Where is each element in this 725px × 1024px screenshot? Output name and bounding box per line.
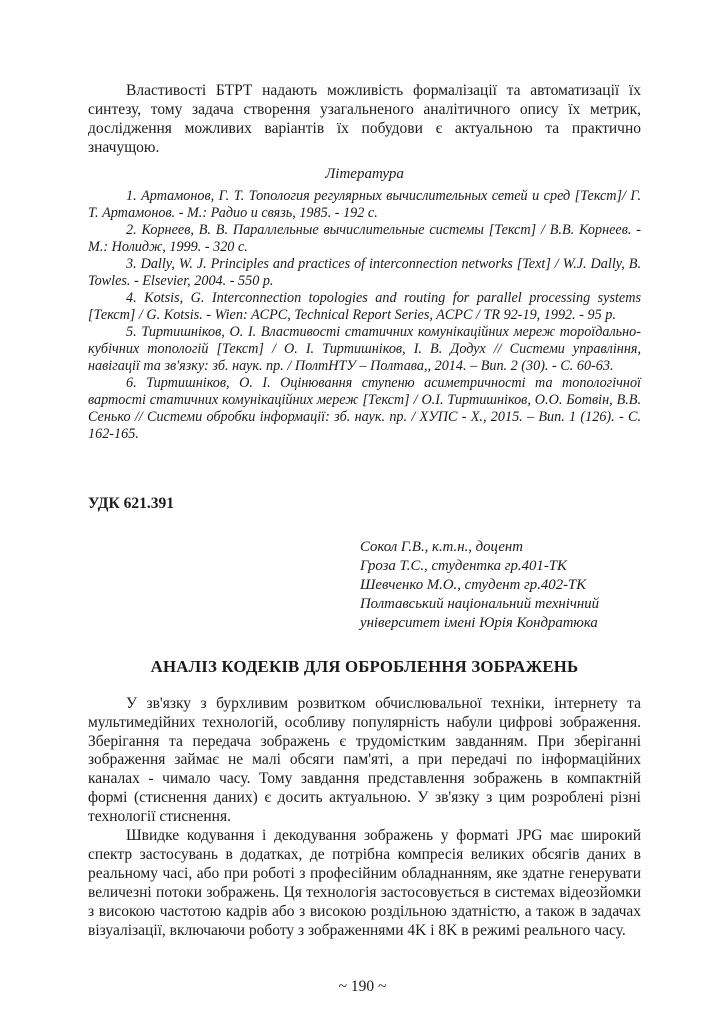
reference-item: 3. Dally, W. J. Principles and practices of interconnection networks [Text] / W.J. Dally, B. Towles. - Elsevier, 2004. - 550 p. [88,255,641,289]
affiliation-line: Полтавський національний технічний [360,595,600,612]
literature-heading: Література [325,165,404,182]
body-paragraph: Швидке кодування і декодування зображень у форматі JPG має широкий спектр застосувань в додатках, де потрібна компресія великих обсягів даних в реальному часі, або при роботі з професійним обладнанням, яке здатне генерувати величезні потоки зображень. Ця технологія застосовується в системах відеозйомки з високою частотою кадрів або з високою роздільною здатністю, а також в задачах візуалізації, включаючи роботу з зображеннями 4K і 8K в режимі реального часу. [88,827,641,939]
page-number: ~ 190 ~ [338,978,387,995]
author-line: Гроза Т.С., студентка гр.401-ТК [360,557,567,574]
article-title: АНАЛІЗ КОДЕКІВ ДЛЯ ОБРОБЛЕННЯ ЗОБРАЖЕНЬ [150,656,579,676]
udk-code: УДК 621.391 [88,495,174,513]
reference-list [88,188,641,443]
reference-item: 1. Артамонов, Г. Т. Топология регулярных вычислительных сетей и сред [Текст]/ Г. Т. Артамонов. - М.: Радио и связь, 1985. - 192 с. [88,187,641,221]
reference-item: 5. Тиртишніков, О. І. Властивості статичних комунікаційних мереж тороїдально-кубічних топологій [Текст] / О. І. Тиртишніков, І. В. Додух // Системи управління, навігації та зв'язку: зб. наук. пр. / ПолтНТУ – Полтава,, 2014. – Вип. 2 (30). - С. 60-63. [88,323,641,374]
affiliation-line: університет імені Юрія Кондратюка [360,614,598,631]
reference-item: 2. Корнеев, В. В. Параллельные вычислительные системы [Текст] / В.В. Корнеев. - М.: Нолидж, 1999. - 320 с. [88,221,641,255]
reference-item: 6. Тиртишніков, О. І. Оцінювання ступеню асиметричності та топологічної вартості статичних комунікаційних мереж [Текст] / О.І. Тиртишніков, О.О. Ботвін, В.В. Сенько // Системи обробки інформації: зб. наук. пр. / ХУПС - Х., 2015. – Вип. 1 (126). - С. 162-165. [88,374,641,443]
author-line: Сокол Г.В., к.т.н., доцент [360,539,523,555]
intro-paragraph: Властивості БТРТ надають можливість формалізації та автоматизації їх синтезу, тому задача створення узагальненого аналітичного опису їх метрик, дослідження можливих варіантів їх побудови є актуальною та практично значущою. [88,82,641,156]
body-paragraph: У зв'язку з бурхливим розвитком обчислювальної техніки, інтернету та мультимедійних технологій, особливу популярність набули цифрові зображення. Зберігання та передача зображень є трудомістким завданням. При зберіганні зображення займає не малі обсяги пам'яті, а при передачі по інформаційних каналах - чимало часу. Тому завдання представлення зображень в компактній формі (стиснення даних) є досить актуальною. У зв'язку з цим розроблені різні технології стиснення. [88,694,641,826]
authors-block [360,538,641,633]
reference-item: 4. Kotsis, G. Interconnection topologies and routing for parallel processing systems [Текст] / G. Kotsis. - Wien: ACPC, Technical Report Series, ACPC / TR 92-19, 1992. - 95 p. [88,289,641,323]
article-body [88,695,641,941]
author-line: Шевченко М.О., студент гр.402-ТК [360,576,587,593]
